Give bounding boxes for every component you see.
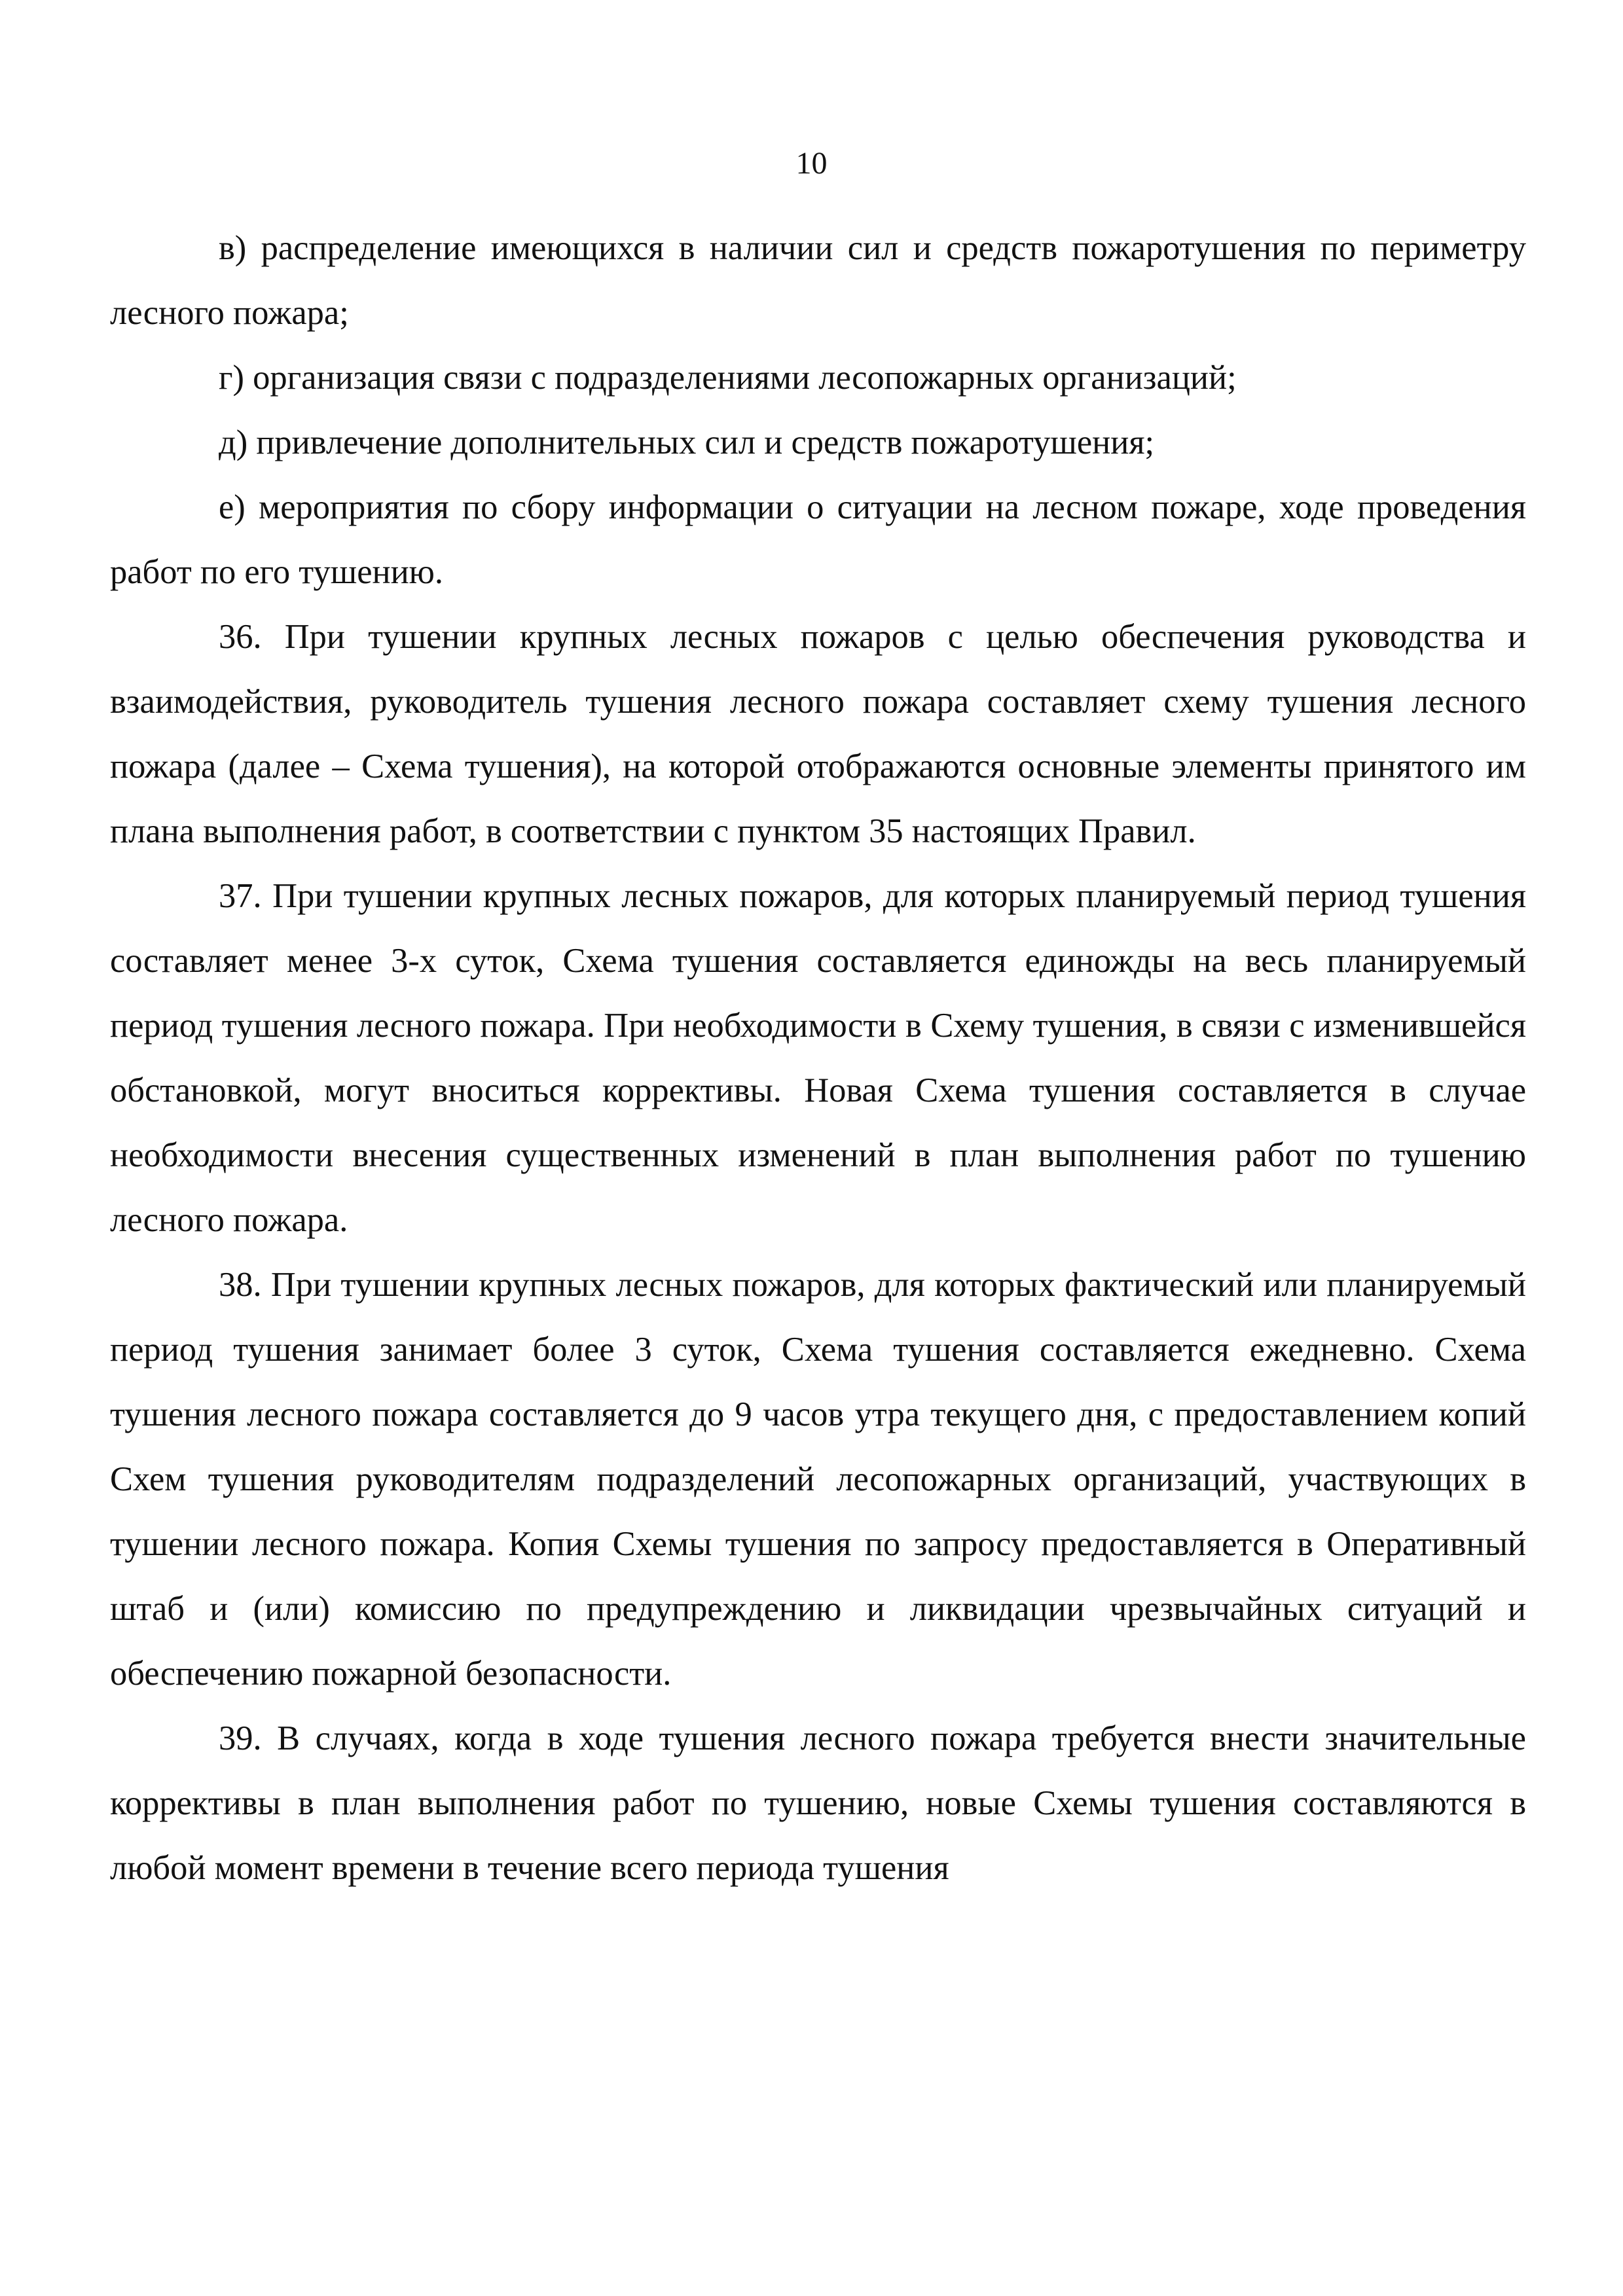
paragraph-39: 39. В случаях, когда в ходе тушения лесного пожара требуется внести значительные коррективы в план выполнения работ по тушению, новые Схемы тушения составляются в любой момент времени в течение всего периода тушения — [110, 1719, 1526, 1887]
document-body — [110, 216, 1526, 1901]
paragraph-item-v: в) распределение имеющихся в наличии сил и средств пожаротушения по периметру лесного пожара; — [110, 229, 1526, 332]
page-number: 10 — [795, 146, 828, 181]
paragraph-item-e: е) мероприятия по сбору информации о ситуации на лесном пожаре, ходе проведения работ по его тушению. — [110, 488, 1526, 591]
paragraph-item-g: г) организация связи с подразделениями лесопожарных организаций; — [219, 359, 1237, 397]
paragraph-37: 37. При тушении крупных лесных пожаров, для которых планируемый период тушения составляет менее 3-х суток, Схема тушения составляется единожды на весь планируемый период тушения лесного пожара. При необходимости в Схему тушения, в связи с изменившейся обстановкой, могут вноситься коррективы. Новая Схема тушения составляется в случае необходимости внесения существенных изменений в план выполнения работ по тушению лесного пожара. — [110, 877, 1526, 1239]
paragraph-38: 38. При тушении крупных лесных пожаров, для которых фактический или планируемый период тушения занимает более 3 суток, Схема тушения составляется ежедневно. Схема тушения лесного пожара составляется до 9 часов утра текущего дня, с предоставлением копий Схем тушения руководителям подразделений лесопожарных организаций, участвующих в тушении лесного пожара. Копия Схемы тушения по запросу предоставляется в Оперативный штаб и (или) комиссию по предупреждению и ликвидации чрезвычайных ситуаций и обеспечению пожарной безопасности. — [110, 1266, 1526, 1693]
paragraph-item-d: д) привлечение дополнительных сил и средств пожаротушения; — [219, 423, 1155, 461]
paragraph-36: 36. При тушении крупных лесных пожаров с целью обеспечения руководства и взаимодействия, руководитель тушения лесного пожара составляет схему тушения лесного пожара (далее – Схема тушения), на которой отображаются основные элементы принятого им плана выполнения работ, в соответствии с пунктом 35 настоящих Правил. — [110, 618, 1526, 850]
